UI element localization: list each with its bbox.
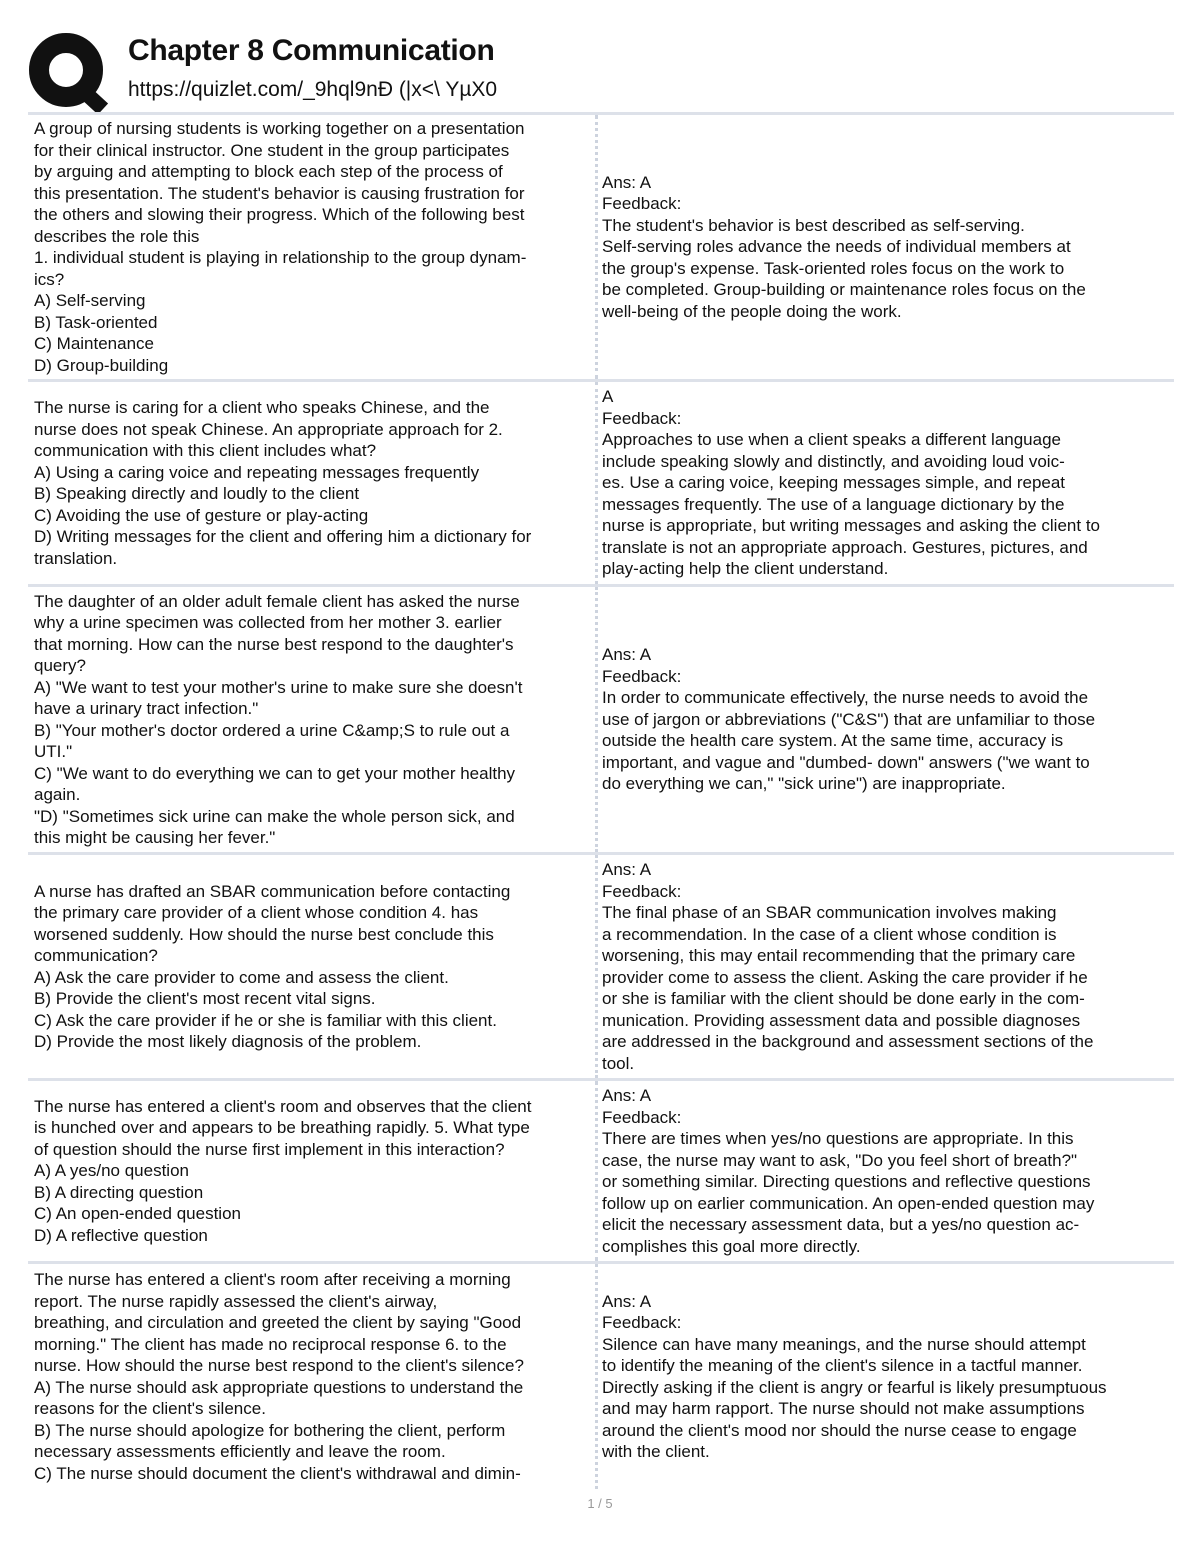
def-line: be completed. Group-building or maintenance roles focus on the: [602, 280, 1086, 300]
term-line: translation.: [34, 548, 118, 568]
def-line: Feedback:: [602, 666, 682, 686]
card-definition: [598, 587, 1174, 852]
term-line: necessary assessments efficiently and leave the room.: [34, 1442, 446, 1461]
term-line: C) "We want to do everything we can to get your mother healthy: [34, 763, 516, 783]
term-line: C) Maintenance: [34, 334, 155, 353]
term-line: the others and slowing their progress. Which of the following best: [34, 205, 525, 224]
def-line: nurse is appropriate, but writing messages and asking the client to: [602, 516, 1100, 536]
def-line: translate is not an appropriate approach. Gestures, pictures, and: [602, 537, 1088, 557]
card-term: [28, 587, 598, 852]
term-line: B) A directing question: [34, 1182, 204, 1202]
term-line: D) Provide the most likely diagnosis of the problem.: [34, 1032, 422, 1051]
def-line: es. Use a caring voice, keeping messages simple, and repeat: [602, 473, 1066, 493]
def-line: case, the nurse may want to ask, "Do you feel short of breath?": [602, 1150, 1078, 1170]
def-line: A: [602, 387, 614, 407]
def-line: Self-serving roles advance the needs of individual members at: [602, 237, 1071, 257]
term-line: B) Provide the client's most recent vital signs.: [34, 989, 376, 1008]
def-line: Feedback:: [602, 194, 682, 214]
def-line: with the client.: [602, 1442, 710, 1461]
term-line: is hunched over and appears to be breathing rapidly. 5. What type: [34, 1118, 530, 1138]
def-line: Ans: A: [602, 172, 652, 192]
page-number: 1 / 5: [587, 1496, 613, 1511]
card-term: [28, 1081, 598, 1261]
def-line: There are times when yes/no questions are appropriate. In this: [602, 1129, 1074, 1148]
term-line: by arguing and attempting to block each step of the process of: [34, 162, 503, 181]
term-line: this presentation. The student's behavior is causing frustration for: [34, 183, 525, 203]
def-line: Ans: A: [602, 645, 652, 665]
term-line: D) A reflective question: [34, 1225, 208, 1245]
def-line: complishes this goal more directly.: [602, 1236, 861, 1256]
term-line: The nurse is caring for a client who speaks Chinese, and the: [34, 398, 490, 417]
card-definition: [598, 1081, 1174, 1261]
flashcard-list: [28, 112, 1174, 1489]
def-line: do everything we can," "sick urine") are inappropriate.: [602, 774, 1006, 794]
def-line: Silence can have many meanings, and the nurse should attempt: [602, 1334, 1086, 1354]
term-line: ics?: [34, 269, 65, 289]
def-line: Ans: A: [602, 1291, 652, 1311]
term-line: B) "Your mother's doctor ordered a urine C&amp;S to rule out a: [34, 720, 510, 740]
def-line: outside the health care system. At the same time, accuracy is: [602, 731, 1064, 751]
def-line: The final phase of an SBAR communication involves making: [602, 903, 1057, 922]
term-line: A) The nurse should ask appropriate questions to understand the: [34, 1377, 524, 1397]
page-title: Chapter 8 Communication: [128, 34, 495, 67]
def-line: Approaches to use when a client speaks a different language: [602, 430, 1061, 450]
term-line: worsened suddenly. How should the nurse best conclude this: [34, 924, 494, 944]
term-line: nurse. How should the nurse best respond to the client's silence?: [34, 1356, 524, 1375]
term-line: B) Speaking directly and loudly to the client: [34, 484, 360, 503]
term-line: nurse does not speak Chinese. An appropriate approach for 2.: [34, 419, 503, 439]
def-line: the group's expense. Task-oriented roles focus on the work to: [602, 258, 1065, 278]
term-line: "D) "Sometimes sick urine can make the whole person sick, and: [34, 806, 515, 826]
def-line: munication. Providing assessment data and possible diagnoses: [602, 1010, 1081, 1030]
term-line: breathing, and circulation and greeted the client by saying "Good: [34, 1313, 522, 1332]
def-line: to identify the meaning of the client's silence in a tactful manner.: [602, 1356, 1083, 1375]
def-line: worsening, this may entail recommending that the primary care: [602, 946, 1076, 965]
def-line: Ans: A: [602, 860, 652, 879]
def-line: Feedback:: [602, 408, 682, 428]
def-line: Ans: A: [602, 1086, 652, 1105]
term-line: C) Avoiding the use of gesture or play-acting: [34, 505, 369, 525]
term-line: communication?: [34, 946, 158, 965]
term-line: The daughter of an older adult female client has asked the nurse: [34, 591, 520, 611]
def-line: The student's behavior is best described as self-serving.: [602, 215, 1025, 235]
term-line: B) Task-oriented: [34, 312, 158, 332]
def-line: around the client's mood nor should the nurse cease to engage: [602, 1420, 1077, 1440]
def-line: follow up on earlier communication. An open-ended question may: [602, 1193, 1095, 1213]
def-line: elicit the necessary assessment data, but a yes/no question ac-: [602, 1215, 1080, 1234]
def-line: or she is familiar with the client should be done early in the com-: [602, 989, 1085, 1008]
def-line: Feedback:: [602, 1107, 682, 1127]
flashcard: [28, 852, 1174, 1078]
term-line: A) A yes/no question: [34, 1161, 189, 1181]
term-line: again.: [34, 785, 81, 804]
term-line: 1. individual student is playing in relationship to the group dynam-: [34, 248, 527, 267]
card-definition: [598, 855, 1174, 1078]
flashcard: [28, 112, 1174, 379]
term-line: A) "We want to test your mother's urine to make sure she doesn't: [34, 677, 523, 697]
card-definition: [598, 1264, 1174, 1489]
def-line: use of jargon or abbreviations ("C&S") that are unfamiliar to those: [602, 709, 1096, 729]
term-line: communication with this client includes what?: [34, 441, 377, 460]
term-line: D) Group-building: [34, 355, 169, 375]
term-line: The nurse has entered a client's room after receiving a morning: [34, 1270, 511, 1289]
term-line: why a urine specimen was collected from her mother 3. earlier: [34, 613, 502, 632]
def-line: Feedback:: [602, 881, 682, 901]
def-line: In order to communicate effectively, the nurse needs to avoid the: [602, 688, 1089, 708]
def-line: Directly asking if the client is angry or fearful is likely presumptuous: [602, 1377, 1107, 1397]
card-definition: [598, 115, 1174, 379]
def-line: a recommendation. In the case of a client whose condition is: [602, 924, 1057, 944]
term-line: C) Ask the care provider if he or she is familiar with this client.: [34, 1010, 497, 1030]
term-line: The nurse has entered a client's room and observes that the client: [34, 1096, 532, 1116]
set-url[interactable]: https://quizlet.com/_9hql9nÐ (|x<\ YµX0: [128, 78, 498, 101]
term-line: this might be causing her fever.": [34, 828, 276, 847]
def-line: Feedback:: [602, 1313, 682, 1332]
term-line: report. The nurse rapidly assessed the client's airway,: [34, 1291, 438, 1311]
def-line: are addressed in the background and assessment sections of the: [602, 1032, 1094, 1051]
card-term: [28, 855, 598, 1078]
term-line: A) Using a caring voice and repeating messages frequently: [34, 462, 480, 482]
card-term: [28, 115, 598, 379]
term-line: A) Ask the care provider to come and assess the client.: [34, 967, 449, 987]
term-line: morning." The client has made no reciprocal response 6. to the: [34, 1334, 507, 1354]
term-line: describes the role this: [34, 226, 200, 246]
def-line: provider come to assess the client. Asking the care provider if he: [602, 967, 1088, 987]
term-line: A nurse has drafted an SBAR communication before contacting: [34, 881, 511, 901]
flashcard: [28, 379, 1174, 584]
def-line: or something similar. Directing questions and reflective questions: [602, 1172, 1091, 1191]
term-line: B) The nurse should apologize for bothering the client, perform: [34, 1420, 506, 1440]
quizlet-logo-icon: [28, 30, 112, 114]
def-line: important, and vague and "dumbed- down" answers ("we want to: [602, 752, 1090, 772]
term-line: the primary care provider of a client whose condition 4. has: [34, 903, 479, 922]
def-line: tool.: [602, 1053, 635, 1073]
term-line: reasons for the client's silence.: [34, 1399, 266, 1418]
flashcard: [28, 584, 1174, 852]
def-line: and may harm rapport. The nurse should not make assumptions: [602, 1399, 1085, 1418]
card-term: [28, 382, 598, 584]
term-line: query?: [34, 656, 86, 675]
term-line: have a urinary tract infection.": [34, 699, 259, 718]
term-line: for their clinical instructor. One student in the group participates: [34, 140, 510, 160]
def-line: messages frequently. The use of a language dictionary by the: [602, 494, 1065, 514]
term-line: that morning. How can the nurse best respond to the daughter's: [34, 634, 514, 654]
term-line: C) An open-ended question: [34, 1204, 241, 1224]
card-term: [28, 1264, 598, 1489]
term-line: C) The nurse should document the client's withdrawal and dimin-: [34, 1463, 521, 1483]
flashcard: [28, 1261, 1174, 1489]
term-line: UTI.": [34, 742, 73, 761]
term-line: A) Self-serving: [34, 291, 146, 310]
page-header: [28, 26, 1178, 112]
term-line: A group of nursing students is working together on a presentation: [34, 119, 525, 138]
def-line: play-acting help the client understand.: [602, 559, 889, 579]
term-line: D) Writing messages for the client and offering him a dictionary for: [34, 527, 532, 546]
def-line: include speaking slowly and distinctly, and avoiding loud voic-: [602, 451, 1065, 471]
term-line: of question should the nurse first implement in this interaction?: [34, 1139, 505, 1159]
def-line: well-being of the people doing the work.: [602, 301, 902, 321]
flashcard: [28, 1078, 1174, 1261]
card-definition: [598, 382, 1174, 584]
